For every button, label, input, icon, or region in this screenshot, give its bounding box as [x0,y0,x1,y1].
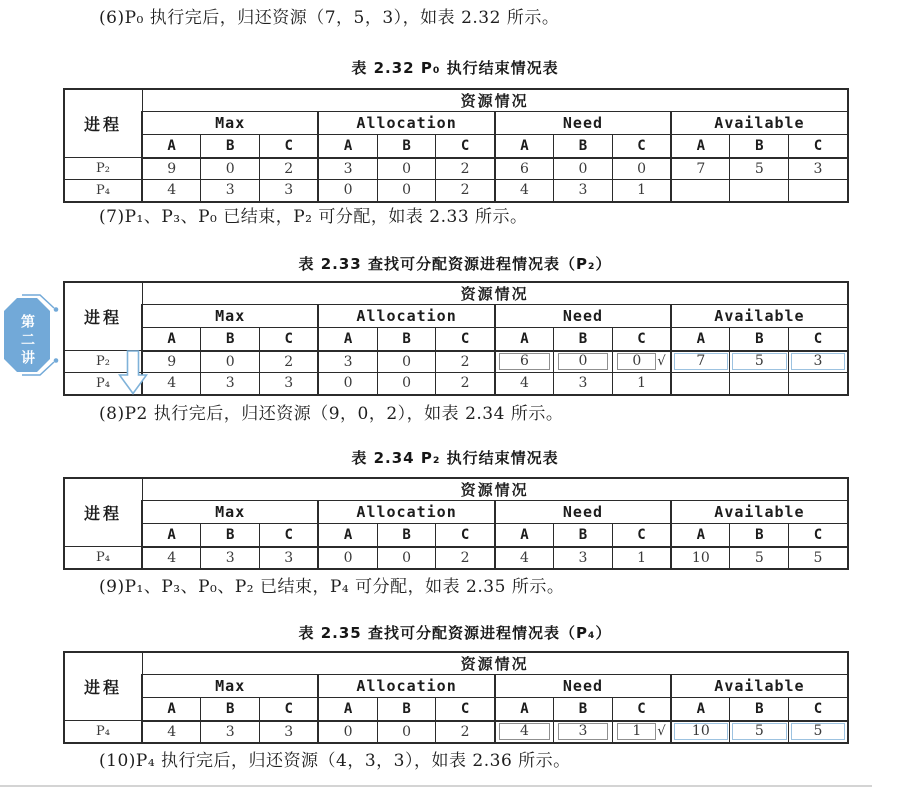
subcol-header: B [554,328,613,351]
group-header-need: Need [495,675,671,698]
span-header-row [64,478,848,501]
table-2-33 [63,281,849,396]
subcol-header: B [201,135,260,158]
subcol-header: A [495,135,554,158]
span-header-row [64,282,848,305]
value-cell: 5 [730,547,789,569]
check-mark: √ [657,724,666,739]
table-2-32 [63,88,849,203]
decor-dot-top [54,307,59,312]
value-box: 0 [558,353,609,370]
value-box: 7 [674,353,728,370]
value-cell: 1 [612,180,671,202]
subcol-header: A [671,328,730,351]
subcol-header: B [554,698,613,721]
subcol-header: B [730,135,789,158]
value-cell [730,180,789,202]
value-cell: 0 [377,351,436,373]
subcol-header: C [436,524,495,547]
subcol-header: A [318,135,377,158]
subcol-header: A [671,698,730,721]
subcol-header: B [377,524,436,547]
subcol-header: B [201,698,260,721]
group-header-max: Max [142,305,318,328]
subcol-header: B [377,328,436,351]
value-cell: 2 [436,547,495,569]
process-cell: P₄ [64,180,142,202]
value-box: 10 [674,723,728,740]
subcol-header-row [64,328,848,351]
value-cell [612,721,671,743]
process-cell: P₄ [64,547,142,569]
value-cell [789,373,848,395]
span-header-row [64,652,848,675]
group-header-max: Max [142,112,318,135]
subcol-header: B [730,524,789,547]
subcol-header: C [789,328,848,351]
process-column-header: 进程 [64,89,142,158]
subcol-header-row [64,698,848,721]
value-box: 4 [499,723,549,740]
table-body [64,351,848,395]
value-box: 5 [732,723,787,740]
table-row [64,373,848,395]
value-cell: 0 [201,158,260,180]
value-cell: 2 [260,351,319,373]
value-cell [495,351,554,373]
value-cell [789,721,848,743]
table-header [64,652,848,721]
value-cell: 0 [612,158,671,180]
table-body [64,721,848,743]
table-caption-2-35: 表 2.35 查找可分配资源进程情况表（P₄） [298,624,612,642]
value-cell [730,351,789,373]
value-cell: 3 [318,351,377,373]
value-cell [671,351,730,373]
resource-table-2-34 [63,477,847,570]
subcol-header: B [730,328,789,351]
value-cell: 3 [260,721,319,743]
value-cell: 3 [554,547,613,569]
group-header-available: Available [671,675,848,698]
subcol-header: B [377,135,436,158]
value-cell: 3 [201,721,260,743]
value-cell: 2 [436,180,495,202]
group-header-allocation: Allocation [318,305,494,328]
value-cell [554,351,613,373]
value-cell: 4 [495,180,554,202]
subcol-header: C [789,135,848,158]
value-cell: 5 [789,547,848,569]
value-cell: 3 [554,373,613,395]
table-row [64,158,848,180]
subcol-header: C [612,135,671,158]
process-cell: P₂ [64,158,142,180]
value-cell: 2 [436,158,495,180]
table-caption-2-33: 表 2.33 查找可分配资源进程情况表（P₂） [298,255,612,273]
subcol-header: B [730,698,789,721]
table-row [64,351,848,373]
span-header-row [64,89,848,112]
subcol-header: C [436,698,495,721]
value-cell [495,721,554,743]
value-cell: 4 [495,547,554,569]
value-box: 5 [791,723,845,740]
table-2-34 [63,477,849,570]
subcol-header: C [612,524,671,547]
value-cell: 9 [142,158,201,180]
value-cell: 4 [142,547,201,569]
value-cell: 0 [377,547,436,569]
subcol-header: B [201,328,260,351]
subcol-header: B [201,524,260,547]
table-body [64,547,848,569]
value-cell: 9 [142,351,201,373]
value-box: 6 [499,353,549,370]
table-row [64,547,848,569]
subcol-header-row [64,135,848,158]
value-cell [671,180,730,202]
subcol-header: A [495,328,554,351]
process-cell: P₄ [64,721,142,743]
table-caption-2-32: 表 2.32 P₀ 执行结束情况表 [351,59,559,77]
subcol-header: A [318,328,377,351]
process-column-header: 进程 [64,652,142,721]
table-row [64,721,848,743]
group-header-need: Need [495,501,671,524]
value-cell: 3 [260,373,319,395]
subcol-header: C [789,524,848,547]
subcol-header: C [260,698,319,721]
group-header-available: Available [671,112,848,135]
check-mark: √ [657,354,666,370]
resource-span-header: 资源情况 [142,652,848,675]
value-cell: 0 [318,373,377,395]
resource-span-header: 资源情况 [142,478,848,501]
group-header-available: Available [671,501,848,524]
value-cell: 10 [671,547,730,569]
subcol-header: B [554,135,613,158]
value-box: 3 [558,723,609,740]
value-cell: 2 [436,351,495,373]
group-header-allocation: Allocation [318,112,494,135]
table-body [64,158,848,202]
process-cell: P₄ [64,373,142,395]
group-header-need: Need [495,112,671,135]
resource-table-2-33 [63,281,847,396]
value-cell: 4 [495,373,554,395]
group-header-row [64,305,848,328]
value-cell: 0 [201,351,260,373]
value-cell [789,180,848,202]
group-header-max: Max [142,675,318,698]
value-cell [671,373,730,395]
subcol-header: A [142,135,201,158]
subcol-header-row [64,524,848,547]
value-cell: 3 [789,158,848,180]
resource-span-header: 资源情况 [142,282,848,305]
value-cell: 0 [377,158,436,180]
value-cell: 4 [142,373,201,395]
value-box: 0 [617,353,656,370]
subcol-header: A [495,524,554,547]
value-cell: 2 [436,373,495,395]
subcol-header: A [318,698,377,721]
group-header-allocation: Allocation [318,675,494,698]
table-row [64,180,848,202]
value-cell [789,351,848,373]
value-cell: 3 [260,180,319,202]
value-cell: 3 [318,158,377,180]
resource-span-header: 资源情况 [142,89,848,112]
subcol-header: C [612,698,671,721]
subcol-header: A [495,698,554,721]
value-box: 1 [617,723,656,740]
value-cell [554,721,613,743]
value-cell: 3 [201,180,260,202]
subcol-header: C [260,328,319,351]
process-cell: P₂ [64,351,142,373]
paragraph-step8: (8)P2 执行完后，归还资源（9，0，2），如表 2.34 所示。 [99,404,564,424]
table-caption-2-34: 表 2.34 P₂ 执行结束情况表 [351,449,559,467]
value-cell: 6 [495,158,554,180]
value-cell [730,373,789,395]
group-header-max: Max [142,501,318,524]
process-column-header: 进程 [64,478,142,547]
value-cell: 0 [554,158,613,180]
group-header-row [64,675,848,698]
value-cell: 3 [554,180,613,202]
subcol-header: C [612,328,671,351]
table-header [64,478,848,547]
paragraph-step9: (9)P₁、P₃、P₀、P₂ 已结束，P₄ 可分配，如表 2.35 所示。 [99,577,565,597]
value-cell: 5 [730,158,789,180]
value-cell: 2 [436,721,495,743]
subcol-header: A [318,524,377,547]
lecture-tab [2,294,66,388]
value-box: 5 [732,353,787,370]
value-cell: 0 [377,180,436,202]
value-cell: 0 [318,721,377,743]
subcol-header: C [789,698,848,721]
paragraph-step6: (6)P₀ 执行完后，归还资源（7，5，3），如表 2.32 所示。 [99,8,560,28]
group-header-available: Available [671,305,848,328]
subcol-header: A [142,328,201,351]
subcol-header: B [554,524,613,547]
value-cell [730,721,789,743]
subcol-header: A [142,698,201,721]
table-header [64,282,848,351]
resource-table-2-32 [63,88,847,203]
value-cell: 4 [142,180,201,202]
value-cell [612,351,671,373]
table-2-35 [63,651,849,744]
table-header [64,89,848,158]
value-cell: 0 [318,180,377,202]
value-cell [671,721,730,743]
value-cell: 0 [318,547,377,569]
paragraph-step10: (10)P₄ 执行完后，归还资源（4，3，3），如表 2.36 所示。 [99,751,571,771]
value-cell: 3 [201,373,260,395]
group-header-need: Need [495,305,671,328]
subcol-header: A [142,524,201,547]
value-cell: 0 [377,373,436,395]
value-cell: 3 [260,547,319,569]
group-header-row [64,112,848,135]
paragraph-step7: (7)P₁、P₃、P₀ 已结束，P₂ 可分配，如表 2.33 所示。 [99,207,528,227]
subcol-header: C [260,524,319,547]
value-cell: 2 [260,158,319,180]
subcol-header: A [671,135,730,158]
decor-dot-bottom [54,358,59,363]
subcol-header: C [436,135,495,158]
subcol-header: C [260,135,319,158]
subcol-header: B [377,698,436,721]
resource-table-2-35 [63,651,847,744]
value-box: 3 [791,353,845,370]
value-cell: 7 [671,158,730,180]
value-cell: 1 [612,547,671,569]
group-header-row [64,501,848,524]
value-cell: 3 [201,547,260,569]
value-cell: 1 [612,373,671,395]
value-cell: 4 [142,721,201,743]
subcol-header: C [436,328,495,351]
group-header-allocation: Allocation [318,501,494,524]
lecture-tab-label: 第二讲 [19,314,35,368]
down-arrow-icon [118,350,148,395]
process-column-header: 进程 [64,282,142,351]
value-cell: 0 [377,721,436,743]
subcol-header: A [671,524,730,547]
